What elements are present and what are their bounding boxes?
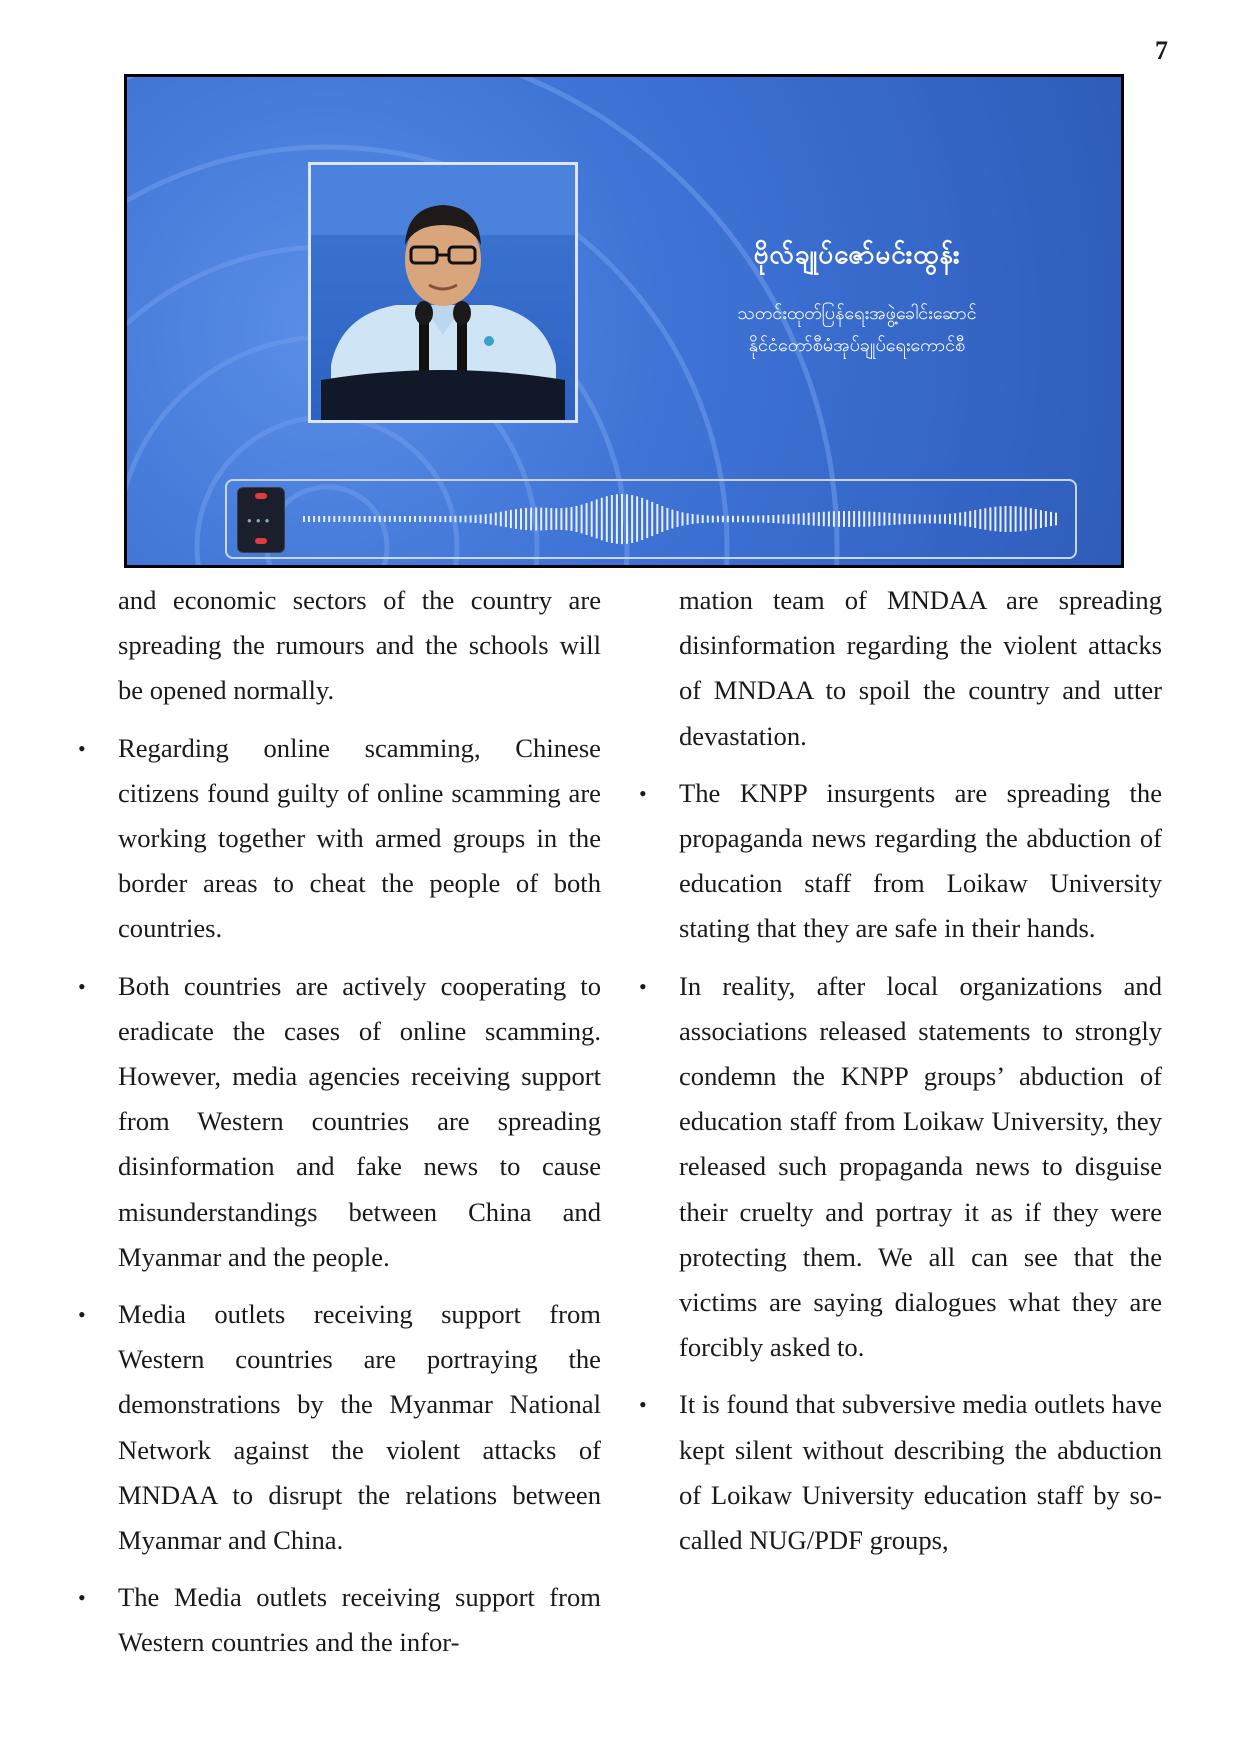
bullet-icon: •	[78, 1302, 86, 1328]
waveform-bar	[465, 516, 467, 523]
recorder-icon: ●●●	[237, 487, 285, 553]
waveform-bar	[354, 516, 356, 522]
bullet-icon: •	[78, 973, 86, 999]
waveform-bar	[449, 516, 451, 522]
waveform-bar	[1050, 512, 1052, 526]
waveform-bar	[666, 508, 668, 530]
waveform-bar	[682, 512, 684, 525]
waveform-bar	[974, 510, 976, 528]
waveform-bar	[692, 514, 694, 524]
waveform-bar	[434, 516, 436, 522]
waveform-bar	[994, 507, 996, 532]
waveform-bar	[868, 512, 870, 527]
list-item: • It is found that subversive media outlets have kept silent without describing the abduction of Loikaw University education staff by so-called NUG/PDF groups,	[679, 1382, 1162, 1563]
waveform-bar	[399, 516, 401, 522]
bullet-icon: •	[639, 973, 647, 999]
waveform-bar	[677, 511, 679, 527]
list-item: • Regarding online scamming, Chinese citizens found guilty of online scamming are working together with armed groups in the border areas to cheat the people of both countries.	[118, 726, 601, 952]
waveform-bar	[989, 507, 991, 530]
waveform-bar	[919, 515, 921, 524]
waveform-bar	[843, 511, 845, 527]
waveform-bar	[419, 516, 421, 522]
waveform-bar	[808, 513, 810, 525]
waveform-bar	[596, 499, 598, 538]
waveform-bar	[475, 515, 477, 523]
waveform-bar	[929, 515, 931, 524]
waveform-bar	[803, 513, 805, 525]
waveform-bar	[606, 496, 608, 542]
audio-player-bar	[225, 479, 1077, 559]
waveform-bar	[374, 516, 376, 522]
waveform-bar	[525, 508, 527, 530]
waveform-bar	[369, 516, 371, 522]
waveform-bar	[414, 516, 416, 522]
waveform-bar	[631, 495, 633, 543]
bullet-icon: •	[78, 735, 86, 761]
waveform-bar	[1030, 508, 1032, 530]
waveform-bar	[586, 503, 588, 535]
waveform-bar	[641, 498, 643, 540]
waveform-bar	[550, 508, 552, 530]
waveform-bar	[490, 513, 492, 524]
waveform-bar	[702, 515, 704, 523]
waveform-bar	[303, 516, 305, 522]
waveform-bar	[364, 516, 366, 522]
waveform-bar	[626, 494, 628, 544]
waveform-bar	[838, 511, 840, 527]
waveform-bar	[984, 508, 986, 530]
waveform-bar	[687, 513, 689, 525]
waveform-bar	[722, 516, 724, 522]
waveform-bar	[888, 513, 890, 525]
waveform-bar	[555, 508, 557, 530]
waveform-bar	[389, 516, 391, 522]
waveform-bar	[576, 506, 578, 532]
waveform-bar	[949, 514, 951, 525]
waveform-bar	[591, 501, 593, 536]
audio-waveform	[299, 491, 1059, 547]
caption-title-line-1: သတင်းထုတ်ပြန်ရေးအဖွဲ့ခေါင်းဆောင်	[737, 303, 977, 324]
waveform-bar	[858, 511, 860, 527]
waveform-bar	[540, 508, 542, 531]
waveform-bar	[944, 514, 946, 524]
waveform-bar	[767, 515, 769, 523]
waveform-bar	[717, 516, 719, 523]
waveform-bar	[394, 516, 396, 522]
waveform-bar	[914, 514, 916, 523]
waveform-bar	[409, 516, 411, 522]
waveform-bar	[636, 496, 638, 541]
waveform-bar	[878, 512, 880, 526]
waveform-bar	[707, 515, 709, 522]
waveform-bar	[616, 494, 618, 544]
bullet-icon: •	[639, 780, 647, 806]
waveform-bar	[954, 513, 956, 525]
waveform-bar	[560, 508, 562, 530]
waveform-bar	[424, 516, 426, 522]
waveform-bar	[338, 516, 340, 522]
waveform-bar	[848, 511, 850, 527]
waveform-bar	[454, 516, 456, 522]
caption-name: ဗိုလ်ချုပ်ဇော်မင်းထွန်း	[753, 240, 961, 270]
waveform-bar	[404, 516, 406, 522]
waveform-bar	[1045, 511, 1047, 527]
waveform-bar	[480, 515, 482, 524]
waveform-bar	[323, 516, 325, 522]
caption-title-line-2: နိုင်ငံတော်စီမံအုပ်ချုပ်ရေးကောင်စီ	[748, 335, 966, 356]
waveform-bar	[1040, 510, 1042, 528]
waveform-bar	[384, 516, 386, 522]
right-column	[639, 578, 1162, 1563]
list-item: • Media outlets receiving support from Western countries are portraying the demonstrations by the Myanmar National Network against the violent attacks of MNDAA to disrupt the relations between Myanmar and China.	[118, 1292, 601, 1563]
list-item: • Both countries are actively cooperating to eradicate the cases of online scamming. However, media agencies receiving support from Western countries are spreading disinformation and fake news to cause misunderstandings between China and Myanmar and the people.	[118, 964, 601, 1280]
waveform-bar	[621, 494, 623, 544]
waveform-bar	[505, 511, 507, 527]
waveform-bar	[863, 511, 865, 526]
right-bullet-list	[639, 771, 1162, 1563]
waveform-bar	[783, 515, 785, 524]
waveform-bar	[348, 516, 350, 522]
waveform-bar	[798, 514, 800, 525]
waveform-bar	[333, 516, 335, 522]
waveform-bar	[742, 516, 744, 523]
waveform-bar	[959, 513, 961, 526]
waveform-bar	[646, 500, 648, 538]
left-bullet-list	[78, 726, 601, 1666]
waveform-bar	[697, 515, 699, 524]
waveform-bar	[545, 508, 547, 530]
waveform-bar	[651, 502, 653, 536]
waveform-bar	[601, 498, 603, 541]
waveform-bar	[485, 514, 487, 524]
waveform-bar	[510, 510, 512, 528]
left-continued-text: and economic sectors of the country are spreading the rumours and the schools will be opened normally.	[118, 585, 601, 706]
waveform-bar	[318, 516, 320, 522]
bullet-icon: •	[78, 1585, 86, 1611]
waveform-bar	[818, 512, 820, 526]
waveform-bar	[429, 516, 431, 522]
waveform-bar	[656, 504, 658, 534]
photo-caption	[647, 237, 1067, 362]
waveform-bar	[308, 516, 310, 522]
waveform-bar	[788, 514, 790, 524]
waveform-bar	[439, 516, 441, 522]
waveform-bar	[873, 512, 875, 526]
waveform-bar	[813, 512, 815, 525]
waveform-bar	[828, 512, 830, 527]
waveform-bar	[1020, 507, 1022, 532]
waveform-bar	[1000, 506, 1002, 532]
waveform-bar	[777, 515, 779, 524]
waveform-bar	[732, 516, 734, 522]
waveform-bar	[757, 516, 759, 523]
waveform-bar	[752, 516, 754, 523]
waveform-bar	[328, 516, 330, 522]
waveform-bar	[565, 508, 567, 531]
speaker-portrait	[308, 162, 578, 423]
page-number: 7	[1155, 36, 1168, 65]
waveform-bar	[747, 516, 749, 523]
list-item: • In reality, after local organizations and associations released statements to strongly condemn the KNPP groups’ abduction of education staff from Loikaw University, they released such propaganda news to disguise their cruelty and portray it as if they were protecting them. We all can see that the victims are saying dialogues what they are forcibly asked to.	[679, 964, 1162, 1371]
waveform-bar	[571, 507, 573, 531]
waveform-bar	[1055, 513, 1057, 526]
waveform-bar	[969, 511, 971, 527]
waveform-bar	[1010, 506, 1012, 532]
waveform-bar	[671, 510, 673, 529]
waveform-bar	[727, 516, 729, 522]
waveform-bar	[1015, 506, 1017, 532]
waveform-bar	[495, 513, 497, 526]
waveform-bar	[661, 506, 663, 532]
waveform-bar	[313, 516, 315, 522]
waveform-bar	[883, 512, 885, 525]
waveform-bar	[500, 512, 502, 527]
waveform-bar	[1005, 506, 1007, 532]
waveform-bar	[359, 516, 361, 522]
waveform-bar	[894, 513, 896, 525]
waveform-bar	[762, 515, 764, 522]
list-item: • The Media outlets receiving support from Western countries and the infor-	[118, 1575, 601, 1665]
waveform-bar	[1035, 509, 1037, 529]
waveform-bar	[470, 515, 472, 522]
news-photo	[124, 74, 1124, 568]
waveform-bar	[460, 516, 462, 523]
waveform-bar	[712, 516, 714, 523]
waveform-bar	[515, 509, 517, 529]
waveform-bar	[833, 511, 835, 526]
waveform-bar	[904, 514, 906, 524]
waveform-bar	[343, 516, 345, 522]
waveform-bar	[530, 508, 532, 531]
speaker-figure	[311, 165, 575, 420]
waveform-bar	[899, 514, 901, 525]
waveform-bar	[939, 514, 941, 523]
waveform-bar	[1025, 507, 1027, 530]
waveform-bar	[737, 516, 739, 522]
right-continued-text: mation team of MNDAA are spreading disinformation regarding the violent attacks of MNDAA to spoil the country and utter devastation.	[679, 585, 1162, 751]
waveform-bar	[379, 516, 381, 522]
waveform-bar	[979, 509, 981, 529]
waveform-bar	[581, 505, 583, 534]
waveform-bar	[823, 512, 825, 526]
left-column	[78, 578, 601, 1666]
waveform-bar	[611, 495, 613, 543]
waveform-bar	[853, 511, 855, 527]
bullet-icon: •	[639, 1392, 647, 1418]
waveform-bar	[793, 514, 795, 524]
list-item: • The KNPP insurgents are spreading the propaganda news regarding the abduction of education staff from Loikaw University stating that they are safe in their hands.	[679, 771, 1162, 952]
waveform-bar	[535, 508, 537, 531]
waveform-bar	[909, 514, 911, 524]
waveform-bar	[520, 508, 522, 529]
waveform-bar	[934, 515, 936, 524]
waveform-bar	[924, 515, 926, 524]
waveform-bar	[964, 512, 966, 527]
waveform-bar	[444, 516, 446, 522]
waveform-bar	[772, 515, 774, 523]
